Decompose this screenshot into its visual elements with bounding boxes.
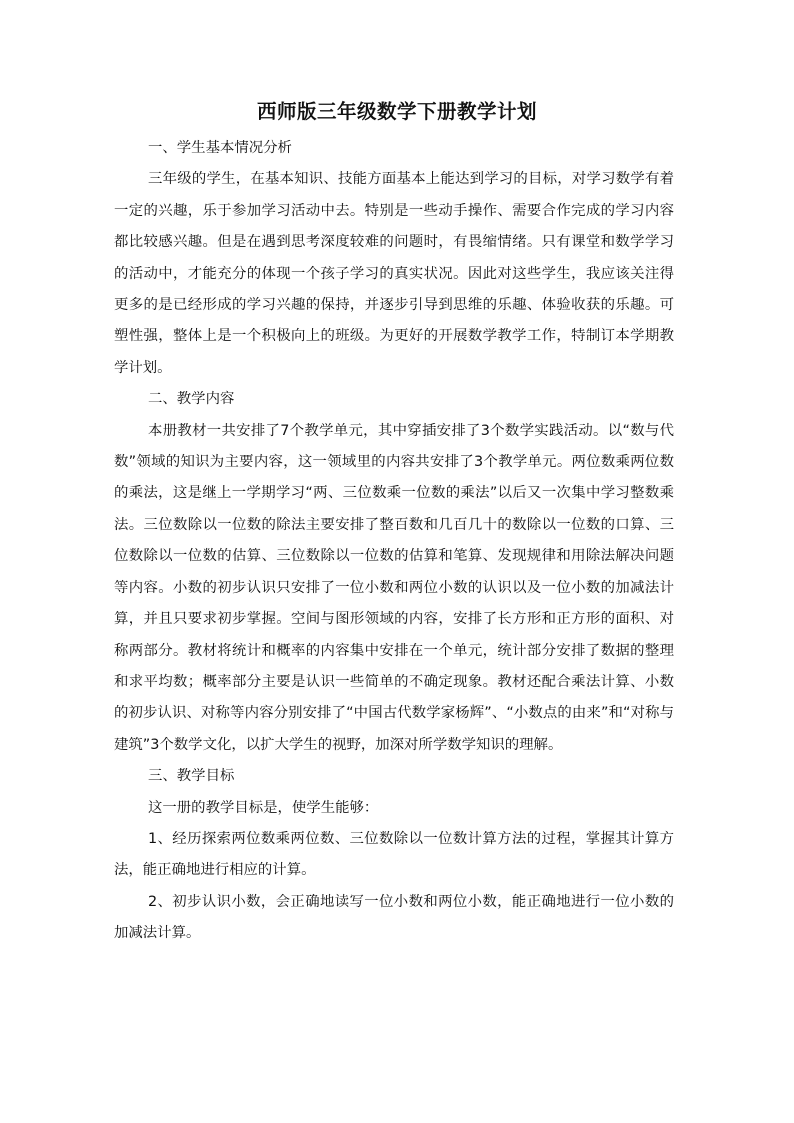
paragraph-student-analysis: 三年级的学生，在基本知识、技能方面基本上能达到学习的目标，对学习数学有着一定的兴趣，乐于参加学习活动中去。特别是一些动手操作、需要合作完成的学习内容都比较感兴趣。但是在遇到思考深度较难的问题时，有畏缩情绪。只有课堂和数学学习的活动中，才能充分的体现一个孩子学习的真实状况。因此对这些学生，我应该关注得更多的是已经形成的学习兴趣的保持，并逐步引导到思维的乐趣、体验收获的乐趣。可塑性强，整体上是一个积极向上的班级。为更好的开展数学教学工作，特制订本学期教学计划。 bbox=[114, 171, 674, 376]
paragraph-teaching-content: 本册教材一共安排了7个教学单元，其中穿插安排了3个数学实践活动。以“数与代数”领域的知识为主要内容，这一领域里的内容共安排了3个教学单元。两位数乘两位数的乘法，这是继上一学期学习“两、三位数乘一位数的乘法”以后又一次集中学习整数乘法。三位数除以一位数的除法主要安排了整百数和几百几十的数除以一位数的口算、三位数除以一位数的估算、三位数除以一位数的估算和笔算、发现规律和用除法解决问题等内容。小数的初步认识只安排了一位小数和两位小数的认识以及一位小数的加减法计算，并且只要求初步掌握。空间与图形领域的内容，安排了长方形和正方形的面积、对称两部分。教材将统计和概率的内容集中安排在一个单元，统计部分安排了数据的整理和求平均数；概率部分主要是认识一些简单的不确定现象。教材还配合乘法计算、小数的初步认识、对称等内容分别安排了“中国古代数学家杨辉”、“小数点的由来”和“对称与建筑”3个数学文化，以扩大学生的视野，加深对所学数学知识的理解。 bbox=[114, 422, 674, 753]
document-body bbox=[114, 133, 674, 950]
section-heading-teaching-content: 二、教学内容 bbox=[148, 391, 235, 408]
section-heading-teaching-goals: 三、教学目标 bbox=[148, 768, 235, 785]
section-heading-student-analysis: 一、学生基本情况分析 bbox=[148, 140, 292, 156]
goal-item-2: 2、初步认识小数，会正确地读写一位小数和两位小数，能正确地进行一位小数的加减法计算。 bbox=[114, 893, 674, 942]
goal-item-1: 1、经历探索两位数乘两位数、三位数除以一位数计算方法的过程，掌握其计算方法，能正确地进行相应的计算。 bbox=[114, 830, 674, 879]
paragraph-goals-intro: 这一册的教学目标是，使学生能够： bbox=[148, 799, 379, 816]
document-title: 西师版三年级数学下册教学计划 bbox=[256, 100, 537, 123]
